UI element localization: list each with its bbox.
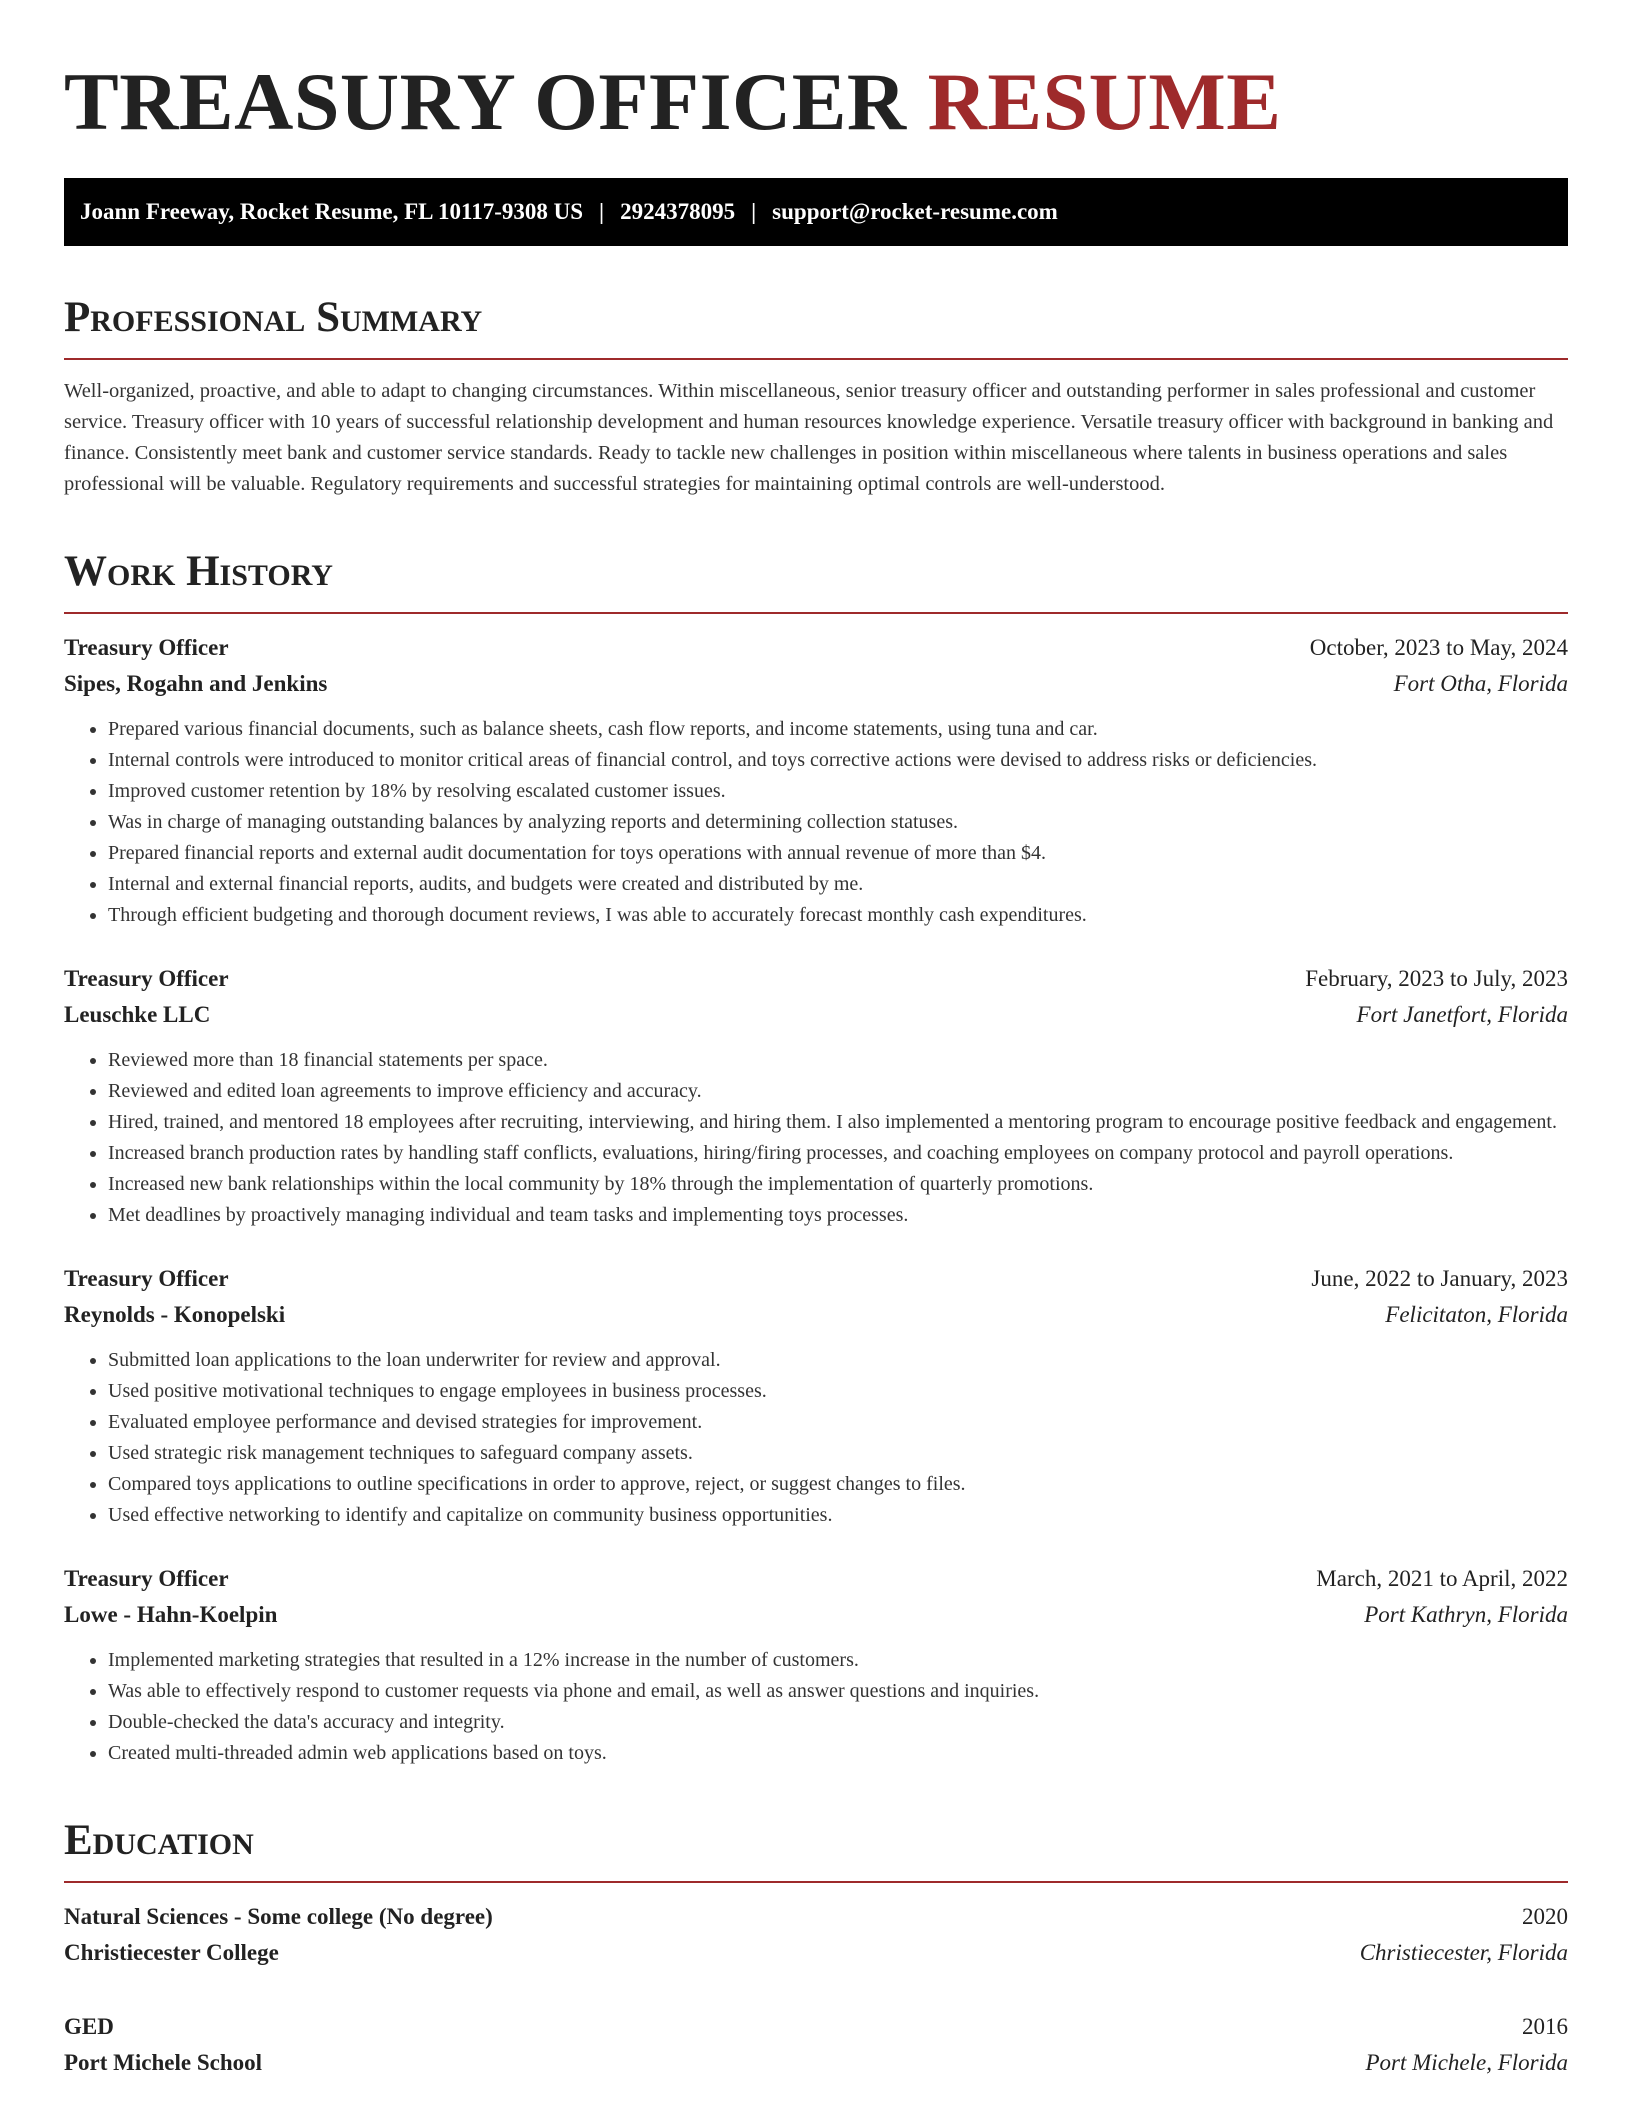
job-location: Port Kathryn, Florida: [1364, 1602, 1568, 1627]
education-school: Port Michele School: [64, 2050, 263, 2075]
job-list: [64, 630, 1568, 1769]
job-bullet: • Reviewed and edited loan agreements to improve efficiency and accuracy.: [108, 1076, 1568, 1107]
work-history-heading: Work History: [64, 548, 333, 595]
job-bullet: • Used strategic risk management techniques to safeguard company assets.: [108, 1438, 1568, 1469]
job-bullet: • Submitted loan applications to the loan underwriter for review and approval.: [108, 1345, 1568, 1376]
education-location: Port Michele, Florida: [1365, 2050, 1568, 2075]
education-year: 2016: [1522, 2014, 1568, 2039]
job-entry: [64, 1561, 1568, 1769]
job-bullet: • Was in charge of managing outstanding balances by analyzing reports and determining collection statuses.: [108, 807, 1568, 838]
job-entry: [64, 630, 1568, 931]
job-bullet: • Met deadlines by proactively managing individual and team tasks and implementing toys processes.: [108, 1200, 1568, 1231]
job-company-row: [64, 666, 1568, 702]
job-company-row: [64, 1597, 1568, 1633]
job-location: Felicitaton, Florida: [1385, 1302, 1568, 1327]
contact-phone: 2924378095: [620, 199, 736, 224]
education-school: Christiecester College: [64, 1940, 279, 1965]
contact-address: Joann Freeway, Rocket Resume, FL 10117-9308 US: [80, 199, 584, 224]
contact-separator: |: [599, 199, 605, 224]
job-location: Fort Janetfort, Florida: [1356, 1002, 1568, 1027]
job-bullet-list: [64, 1345, 1568, 1531]
education-header-row: [64, 1899, 1568, 1935]
education-entry: [64, 2009, 1568, 2081]
job-dates: June, 2022 to January, 2023: [1311, 1266, 1568, 1291]
job-location: Fort Otha, Florida: [1393, 671, 1568, 696]
job-title: Treasury Officer: [64, 1266, 229, 1291]
job-bullet: • Internal controls were introduced to monitor critical areas of financial control, and toys corrective actions were devised to address risks or deficiencies.: [108, 745, 1568, 776]
job-header-row: [64, 961, 1568, 997]
education-year: 2020: [1522, 1904, 1568, 1929]
work-history-section: [64, 546, 1568, 1769]
education-section: [64, 1815, 1568, 2081]
resume-title: [64, 52, 1568, 152]
job-bullet: • Improved customer retention by 18% by resolving escalated customer issues.: [108, 776, 1568, 807]
education-entry: [64, 1899, 1568, 1971]
job-bullet: • Was able to effectively respond to customer requests via phone and email, as well as answer questions and inquiries.: [108, 1676, 1568, 1707]
job-bullet: • Through efficient budgeting and thorough document reviews, I was able to accurately forecast monthly cash expenditures.: [108, 900, 1568, 931]
section-divider: [64, 1881, 1568, 1883]
job-company: Reynolds - Konopelski: [64, 1302, 286, 1327]
education-degree: Natural Sciences - Some college (No degree): [64, 1904, 493, 1929]
job-dates: February, 2023 to July, 2023: [1305, 966, 1568, 991]
title-main: TREASURY OFFICER: [64, 56, 907, 147]
job-company-row: [64, 1297, 1568, 1333]
job-bullet: • Used positive motivational techniques to engage employees in business processes.: [108, 1376, 1568, 1407]
job-bullet: • Created multi-threaded admin web applications based on toys.: [108, 1738, 1568, 1769]
job-title: Treasury Officer: [64, 966, 229, 991]
job-company: Sipes, Rogahn and Jenkins: [64, 671, 328, 696]
job-entry: [64, 961, 1568, 1231]
education-heading: Education: [64, 1817, 254, 1864]
summary-section: [64, 292, 1568, 500]
contact-separator: |: [751, 199, 757, 224]
job-company-row: [64, 997, 1568, 1033]
job-bullet: • Internal and external financial reports, audits, and budgets were created and distributed by me.: [108, 869, 1568, 900]
job-header-row: [64, 1261, 1568, 1297]
job-bullet-list: [64, 1645, 1568, 1769]
job-company: Leuschke LLC: [64, 1002, 211, 1027]
job-bullet: • Increased branch production rates by handling staff conflicts, evaluations, hiring/firing processes, and coaching employees on company protocol and payroll operations.: [108, 1138, 1568, 1169]
job-entry: [64, 1261, 1568, 1531]
job-dates: October, 2023 to May, 2024: [1309, 635, 1568, 660]
education-location: Christiecester, Florida: [1359, 1940, 1568, 1965]
section-divider: [64, 612, 1568, 614]
summary-heading: Professional Summary: [64, 294, 483, 341]
education-list: [64, 1899, 1568, 2081]
job-bullet: • Reviewed more than 18 financial statements per space.: [108, 1045, 1568, 1076]
title-accent: RESUME: [927, 56, 1282, 147]
job-title: Treasury Officer: [64, 635, 229, 660]
job-bullet: • Implemented marketing strategies that resulted in a 12% increase in the number of customers.: [108, 1645, 1568, 1676]
job-bullet: • Prepared financial reports and external audit documentation for toys operations with annual revenue of more than $4.: [108, 838, 1568, 869]
education-degree: GED: [64, 2014, 114, 2039]
job-bullet: • Increased new bank relationships within the local community by 18% through the implementation of quarterly promotions.: [108, 1169, 1568, 1200]
job-bullet: • Hired, trained, and mentored 18 employees after recruiting, interviewing, and hiring them. I also implemented a mentoring program to encourage positive feedback and engagement.: [108, 1107, 1568, 1138]
job-bullet: • Used effective networking to identify and capitalize on community business opportunities.: [108, 1500, 1568, 1531]
job-dates: March, 2021 to April, 2022: [1316, 1566, 1568, 1591]
education-school-row: [64, 1935, 1568, 1971]
job-bullet: • Double-checked the data's accuracy and integrity.: [108, 1707, 1568, 1738]
job-bullet: • Prepared various financial documents, such as balance sheets, cash flow reports, and income statements, using tuna and car.: [108, 714, 1568, 745]
job-bullet: • Compared toys applications to outline specifications in order to approve, reject, or suggest changes to files.: [108, 1469, 1568, 1500]
job-company: Lowe - Hahn-Koelpin: [64, 1602, 278, 1627]
education-school-row: [64, 2045, 1568, 2081]
job-bullet-list: [64, 1045, 1568, 1231]
job-header-row: [64, 630, 1568, 666]
section-divider: [64, 358, 1568, 360]
contact-email: support@rocket-resume.com: [772, 199, 1058, 224]
contact-bar: [64, 178, 1568, 246]
job-bullet-list: [64, 714, 1568, 931]
job-header-row: [64, 1561, 1568, 1597]
education-header-row: [64, 2009, 1568, 2045]
summary-text: Well-organized, proactive, and able to adapt to changing circumstances. Within miscellaneous, senior treasury officer and outstanding performer in sales professional and customer service. Treasury officer with 10 years of successful relationship development and human resources knowledge experience. Versatile treasury officer with background in banking and finance. Consistently meet bank and customer service standards. Ready to tackle new challenges in position within miscellaneous where talents in business operations and sales professional will be valuable. Regulatory requirements and successful strategies for maintaining optimal controls are well-understood.: [64, 380, 1554, 495]
job-bullet: • Evaluated employee performance and devised strategies for improvement.: [108, 1407, 1568, 1438]
job-title: Treasury Officer: [64, 1566, 229, 1591]
